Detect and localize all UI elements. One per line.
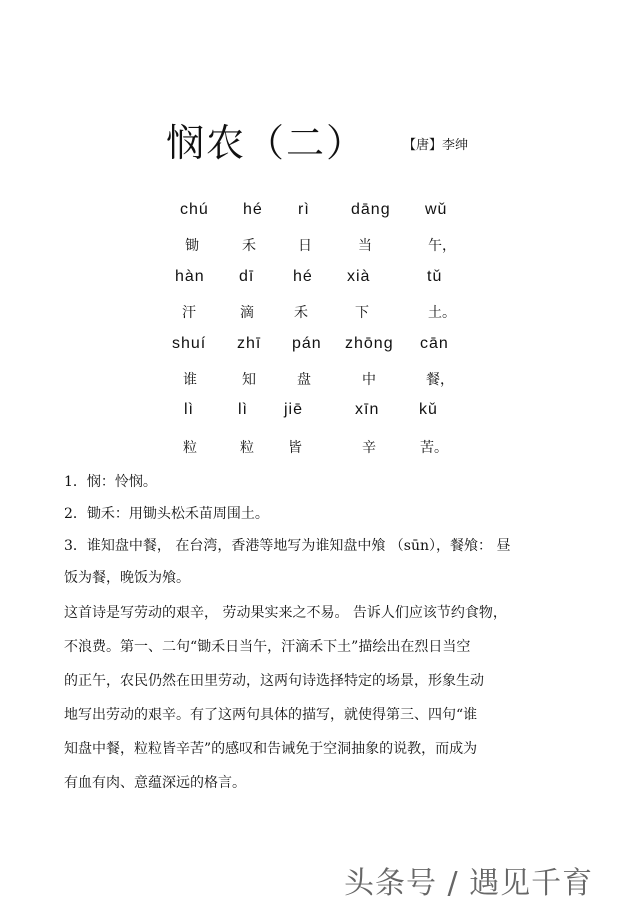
hanzi-character: 辛 [362,440,376,456]
pinyin-syllable: hé [243,201,263,218]
pinyin-row-3 [0,330,640,358]
poem-author: 【唐】李绅 [403,138,469,153]
hanzi-character: 午， [428,238,456,254]
hanzi-character: 当 [358,238,372,254]
pinyin-syllable: zhī [237,335,262,352]
hanzi-character: 滴 [240,305,254,321]
pinyin-syllable: cān [420,335,449,352]
note-item: 饭为餐，晚饭为飧。 [64,570,190,586]
hanzi-character: 土。 [428,305,456,321]
note-item: 3．谁知盘中餐， 在台湾，香港等地写为谁知盘中飧 （sūn），餐飧： 昼 [64,538,511,554]
pinyin-syllable: zhōng [345,335,394,352]
hanzi-row-3 [0,366,640,394]
pinyin-syllable: shuí [172,335,207,352]
paragraph-line: 的正午，农民仍然在田里劳动，这两句诗选择特定的场景，形象生动 [64,673,484,689]
pinyin-syllable: lì [238,401,248,418]
paragraph-line: 知盘中餐，粒粒皆辛苦”的感叹和告诫免于空洞抽象的说教，而成为 [64,741,478,757]
hanzi-character: 中 [362,372,376,388]
paragraph-line: 地写出劳动的艰辛。有了这两句具体的描写，就使得第三、四句“谁 [64,707,478,723]
hanzi-row-4 [0,434,640,462]
pinyin-syllable: pán [292,335,322,352]
hanzi-character: 锄 [185,238,199,254]
hanzi-character: 苦。 [420,440,448,456]
hanzi-character: 禾 [242,238,256,254]
note-item: 2．锄禾：用锄头松禾苗周围土。 [64,506,269,522]
note-item: 1．悯：怜悯。 [64,474,157,490]
pinyin-syllable: hé [293,268,313,285]
pinyin-syllable: dāng [351,201,391,218]
pinyin-syllable: lì [184,401,194,418]
paragraph-line: 不浪费。第一、二句“锄禾日当午，汗滴禾下土”描绘出在烈日当空 [64,639,471,655]
hanzi-character: 日 [298,238,312,254]
annotation-notes [64,466,604,594]
pinyin-syllable: dī [239,268,255,285]
pinyin-syllable: hàn [175,268,205,285]
pinyin-syllable: tǔ [427,268,443,285]
pinyin-syllable: chú [180,201,209,218]
watermark: 头条号 / 遇见千育 [344,866,594,901]
pinyin-syllable: kǔ [419,401,438,418]
appreciation-paragraph [64,596,604,800]
pinyin-syllable: wǔ [425,201,448,218]
hanzi-character: 汗 [182,305,196,321]
hanzi-character: 皆 [288,440,302,456]
pinyin-syllable: xià [347,268,371,285]
hanzi-character: 餐， [426,372,454,388]
hanzi-character: 知 [242,372,256,388]
pinyin-row-2 [0,263,640,291]
paragraph-line: 有血有肉、意蕴深远的格言。 [64,775,246,791]
hanzi-character: 粒 [240,440,254,456]
poem-title: 悯农（二） [166,121,367,165]
hanzi-character: 粒 [183,440,197,456]
hanzi-character: 盘 [297,372,311,388]
paragraph-line: 这首诗是写劳动的艰辛， 劳动果实来之不易。 告诉人们应该节约食物， [64,605,507,621]
pinyin-row-4 [0,396,640,424]
pinyin-syllable: jiē [284,401,304,418]
hanzi-row-2 [0,299,640,327]
hanzi-character: 下 [355,305,369,321]
hanzi-character: 禾 [294,305,308,321]
pinyin-syllable: xīn [355,401,380,418]
hanzi-row-1 [0,232,640,260]
pinyin-syllable: rì [298,201,310,218]
pinyin-row-1 [0,196,640,224]
hanzi-character: 谁 [183,372,197,388]
